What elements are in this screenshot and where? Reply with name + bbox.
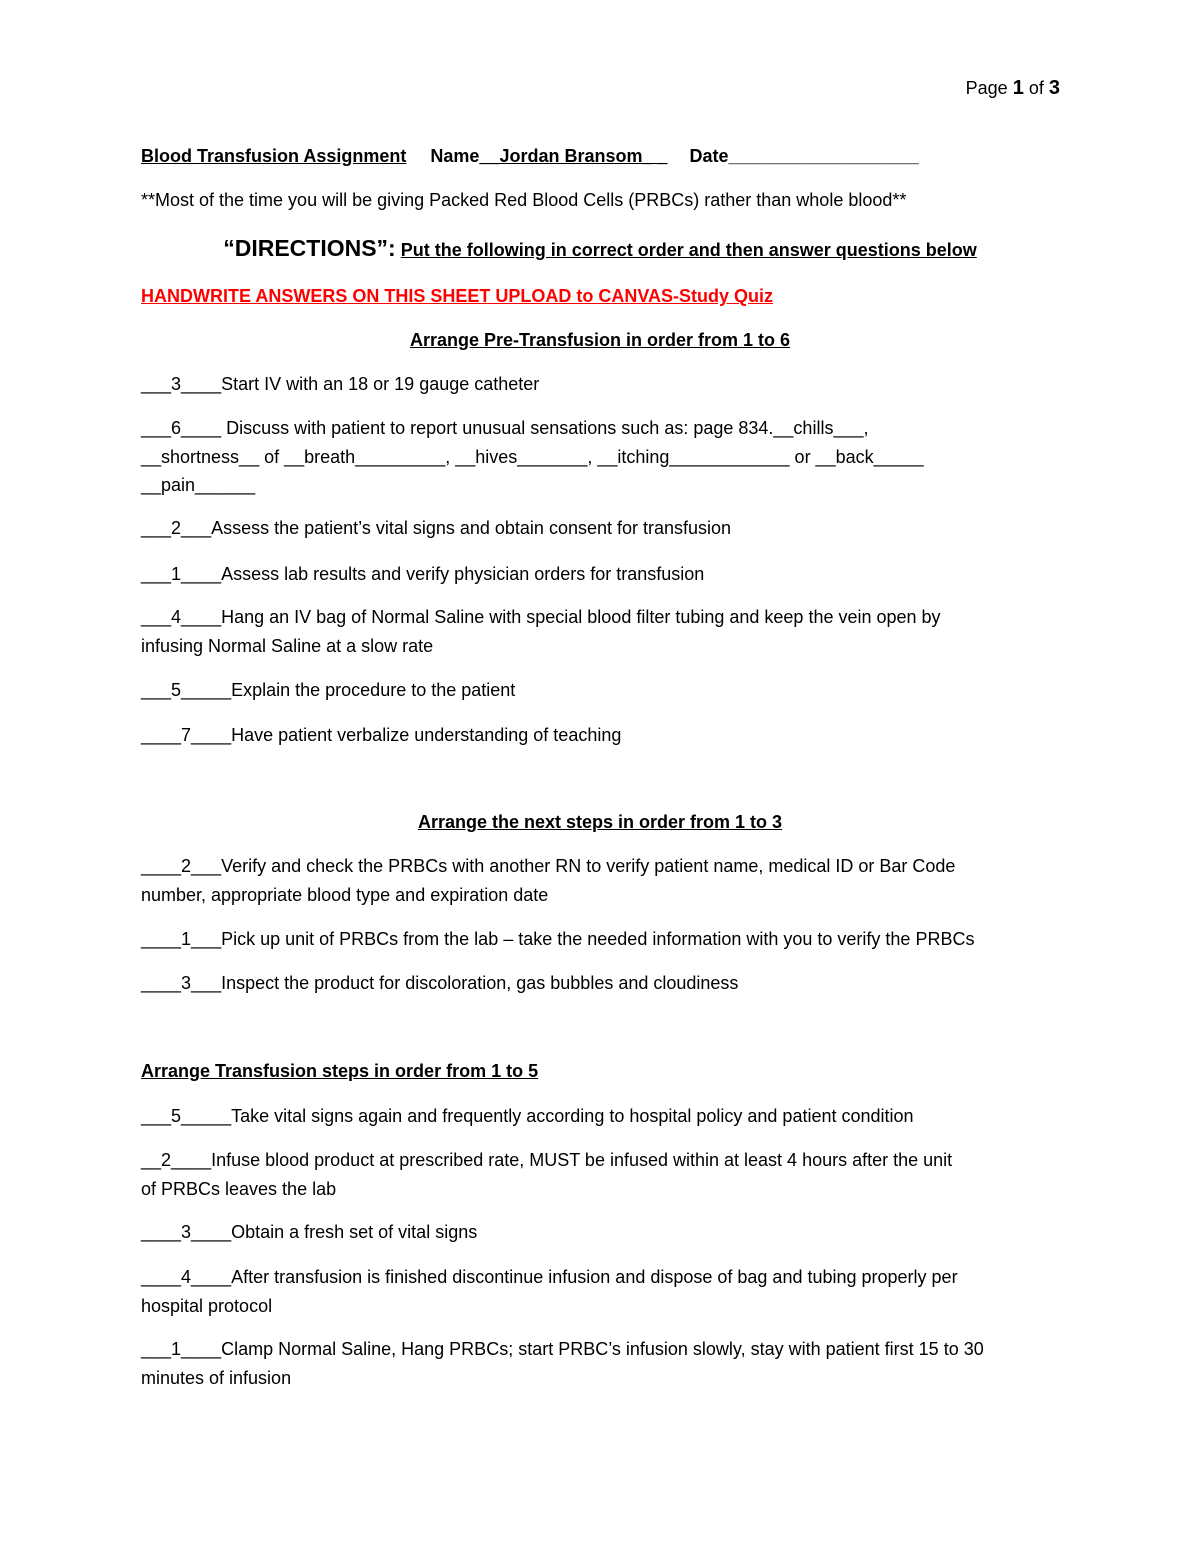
answer-item-line: ____7____Have patient verbalize understanding of teaching [141,725,622,745]
date-label: Date [689,146,729,166]
answer-item-line: ____1___Pick up unit of PRBCs from the lab – take the needed information with you to verify the PRBCs [141,929,975,949]
directions-text: Put the following in correct order and then answer questions below [400,240,977,260]
answer-item-line: ____3____Obtain a fresh set of vital signs [141,1222,478,1242]
answer-item-line: ___4____Hang an IV bag of Normal Saline with special blood filter tubing and keep the vein open by [141,607,941,627]
assignment-title: Blood Transfusion Assignment [141,146,407,166]
answer-item-line: ____4____After transfusion is finished discontinue infusion and dispose of bag and tubing properly per [141,1267,958,1287]
answer-item-line: ___2___Assess the patient’s vital signs and obtain consent for transfusion [141,518,732,538]
directions [0,236,1200,262]
answer-item-line: __pain______ [141,475,256,495]
section-next-steps-heading: Arrange the next steps in order from 1 to 3 [417,812,783,832]
answer-item-line: ____2___Verify and check the PRBCs with another RN to verify patient name, medical ID or Bar Code [141,856,956,876]
answer-item-line: ___1____Clamp Normal Saline, Hang PRBCs; start PRBC’s infusion slowly, stay with patient first 15 to 30 [141,1339,984,1359]
header-line [141,144,919,168]
prbc-note: **Most of the time you will be giving Packed Red Blood Cells (PRBCs) rather than whole blood** [141,190,907,210]
name-field[interactable]: __Jordan Bransom_ _ [479,146,668,166]
answer-item-line: minutes of infusion [141,1367,292,1388]
answer-item-line: ___5_____Take vital signs again and frequently according to hospital policy and patient condition [141,1106,914,1126]
answer-item-line: ___6____ Discuss with patient to report unusual sensations such as: page 834.__chills___, [141,418,869,438]
answer-item-line: ___3____Start IV with an 18 or 19 gauge catheter [141,374,540,394]
answer-item-line: ___5_____Explain the procedure to the patient [141,680,516,700]
answer-item-line: __shortness__ of __breath_________, __hives_______, __itching____________ or __back_____ [141,446,924,467]
section-pre-transfusion-heading: Arrange Pre-Transfusion in order from 1 to 6 [409,330,791,350]
date-field[interactable]: ___________________ [728,146,919,166]
page-number: Page 1 of 3 [965,77,1060,99]
name-label: Name [430,146,480,166]
directions-label: “DIRECTIONS”: [223,235,396,261]
answer-item-line: number, appropriate blood type and expiration date [141,884,549,905]
handwrite-instruction: HANDWRITE ANSWERS ON THIS SHEET UPLOAD to CANVAS-Study Quiz [141,286,773,306]
section-transfusion-heading: Arrange Transfusion steps in order from 1 to 5 [141,1061,539,1081]
answer-item-line: __2____Infuse blood product at prescribed rate, MUST be infused within at least 4 hours after the unit [141,1150,953,1170]
answer-item-line: of PRBCs leaves the lab [141,1178,337,1199]
answer-item-line: ____3___Inspect the product for discoloration, gas bubbles and cloudiness [141,973,739,993]
answer-item-line: ___1____Assess lab results and verify physician orders for transfusion [141,564,705,584]
answer-item-line: infusing Normal Saline at a slow rate [141,635,434,656]
answer-item-line: hospital protocol [141,1295,273,1316]
